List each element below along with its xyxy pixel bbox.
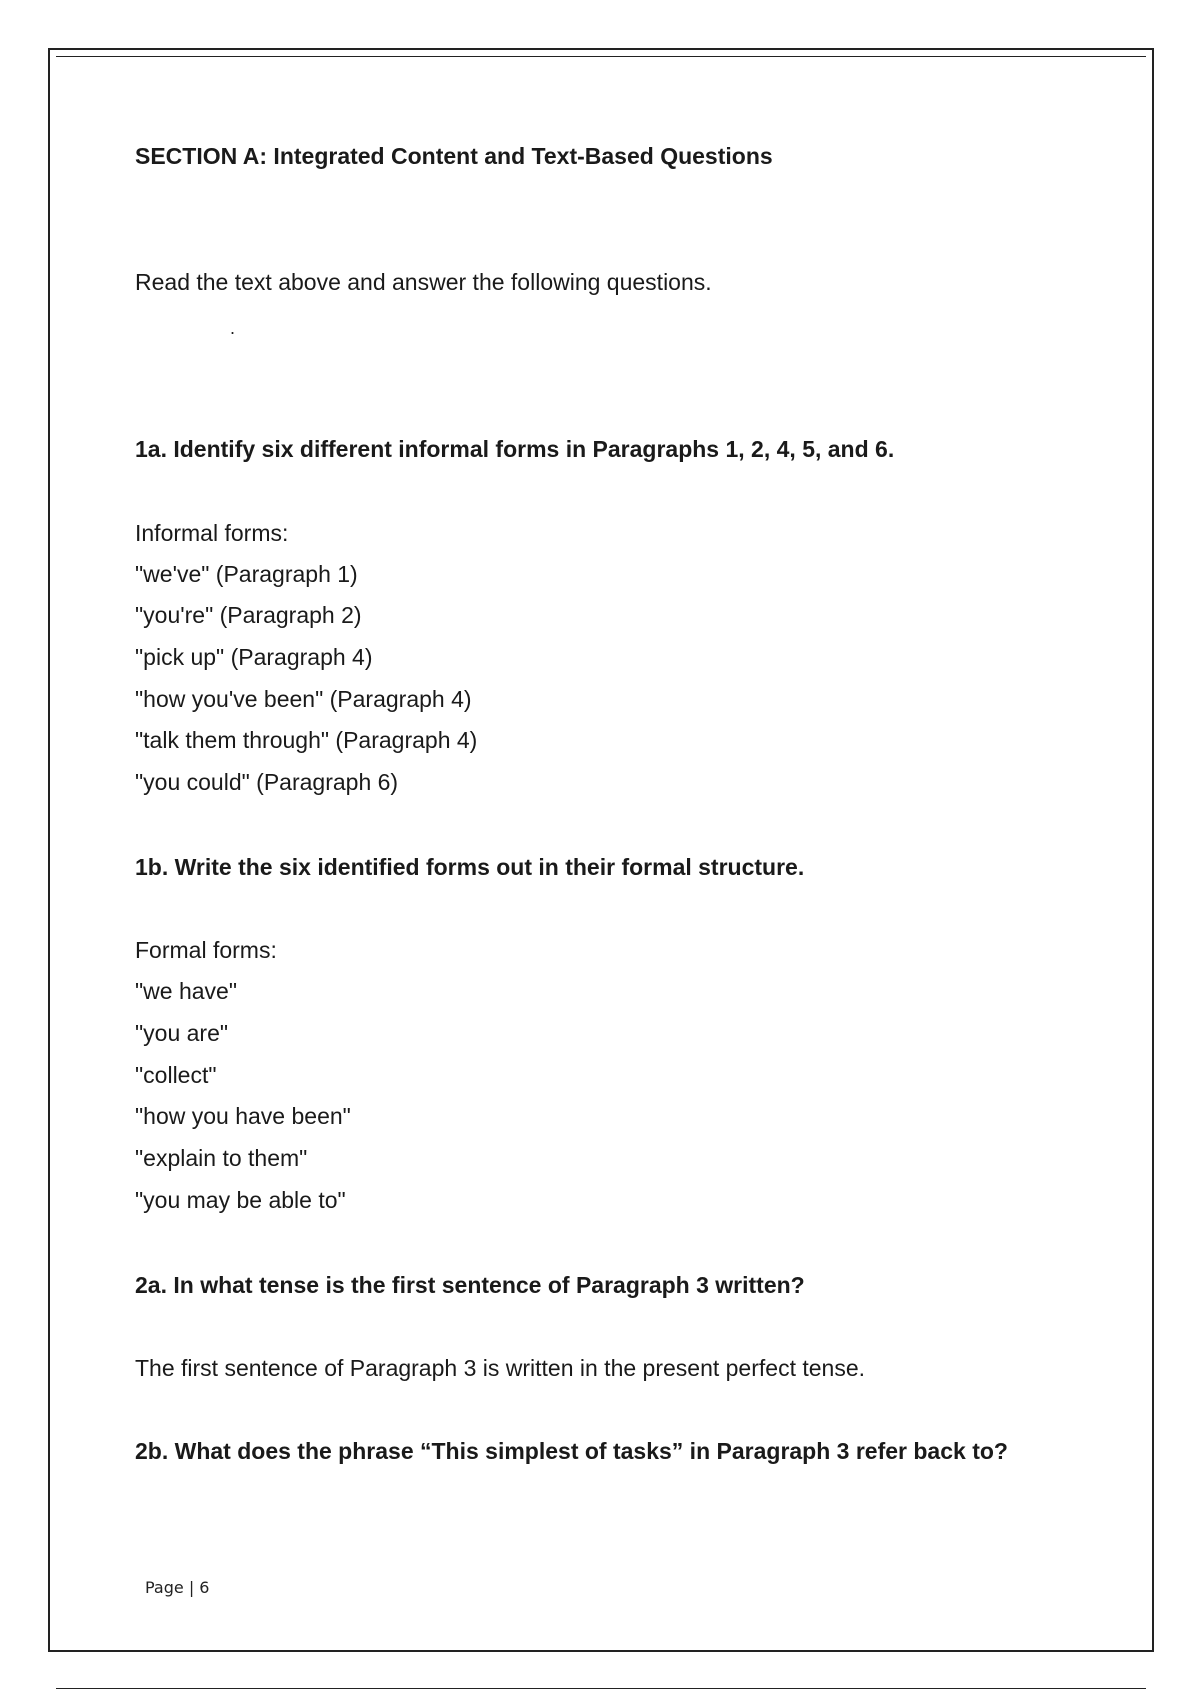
stray-mark: . xyxy=(230,318,236,338)
instruction-text: Read the text above and answer the following questions. xyxy=(135,269,712,295)
question-2b: 2b. What does the phrase “This simplest of tasks” in Paragraph 3 refer back to? xyxy=(135,1438,1008,1464)
answer-1b-heading: Formal forms: xyxy=(135,937,277,963)
answer-1a-item: "pick up" (Paragraph 4) xyxy=(135,644,373,670)
answer-1b-item: "explain to them" xyxy=(135,1145,308,1171)
bottom-rule xyxy=(56,1688,1146,1689)
question-2a: 2a. In what tense is the first sentence of Paragraph 3 written? xyxy=(135,1272,805,1298)
answer-1b-item: "you are" xyxy=(135,1020,229,1046)
answer-1a-item: "we've" (Paragraph 1) xyxy=(135,561,358,587)
answer-1b-item: "we have" xyxy=(135,978,237,1004)
answer-1a-item: "how you've been" (Paragraph 4) xyxy=(135,686,472,712)
question-1b: 1b. Write the six identified forms out in their formal structure. xyxy=(135,854,805,880)
top-rule xyxy=(56,56,1146,57)
answer-1b-item: "collect" xyxy=(135,1062,217,1088)
answer-1a-item: "you could" (Paragraph 6) xyxy=(135,769,399,795)
question-1a: 1a. Identify six different informal forms in Paragraphs 1, 2, 4, 5, and 6. xyxy=(135,436,895,462)
answer-1a-item: "talk them through" (Paragraph 4) xyxy=(135,727,478,753)
answer-1b-item: "how you have been" xyxy=(135,1103,351,1129)
answer-1b-item: "you may be able to" xyxy=(135,1187,346,1213)
page-number: Page | 6 xyxy=(145,1578,210,1597)
section-title: SECTION A: Integrated Content and Text-Based Questions xyxy=(135,143,773,169)
answer-2a: The first sentence of Paragraph 3 is written in the present perfect tense. xyxy=(135,1355,866,1381)
answer-1a-item: "you're" (Paragraph 2) xyxy=(135,602,362,628)
answer-1a-heading: Informal forms: xyxy=(135,520,289,546)
